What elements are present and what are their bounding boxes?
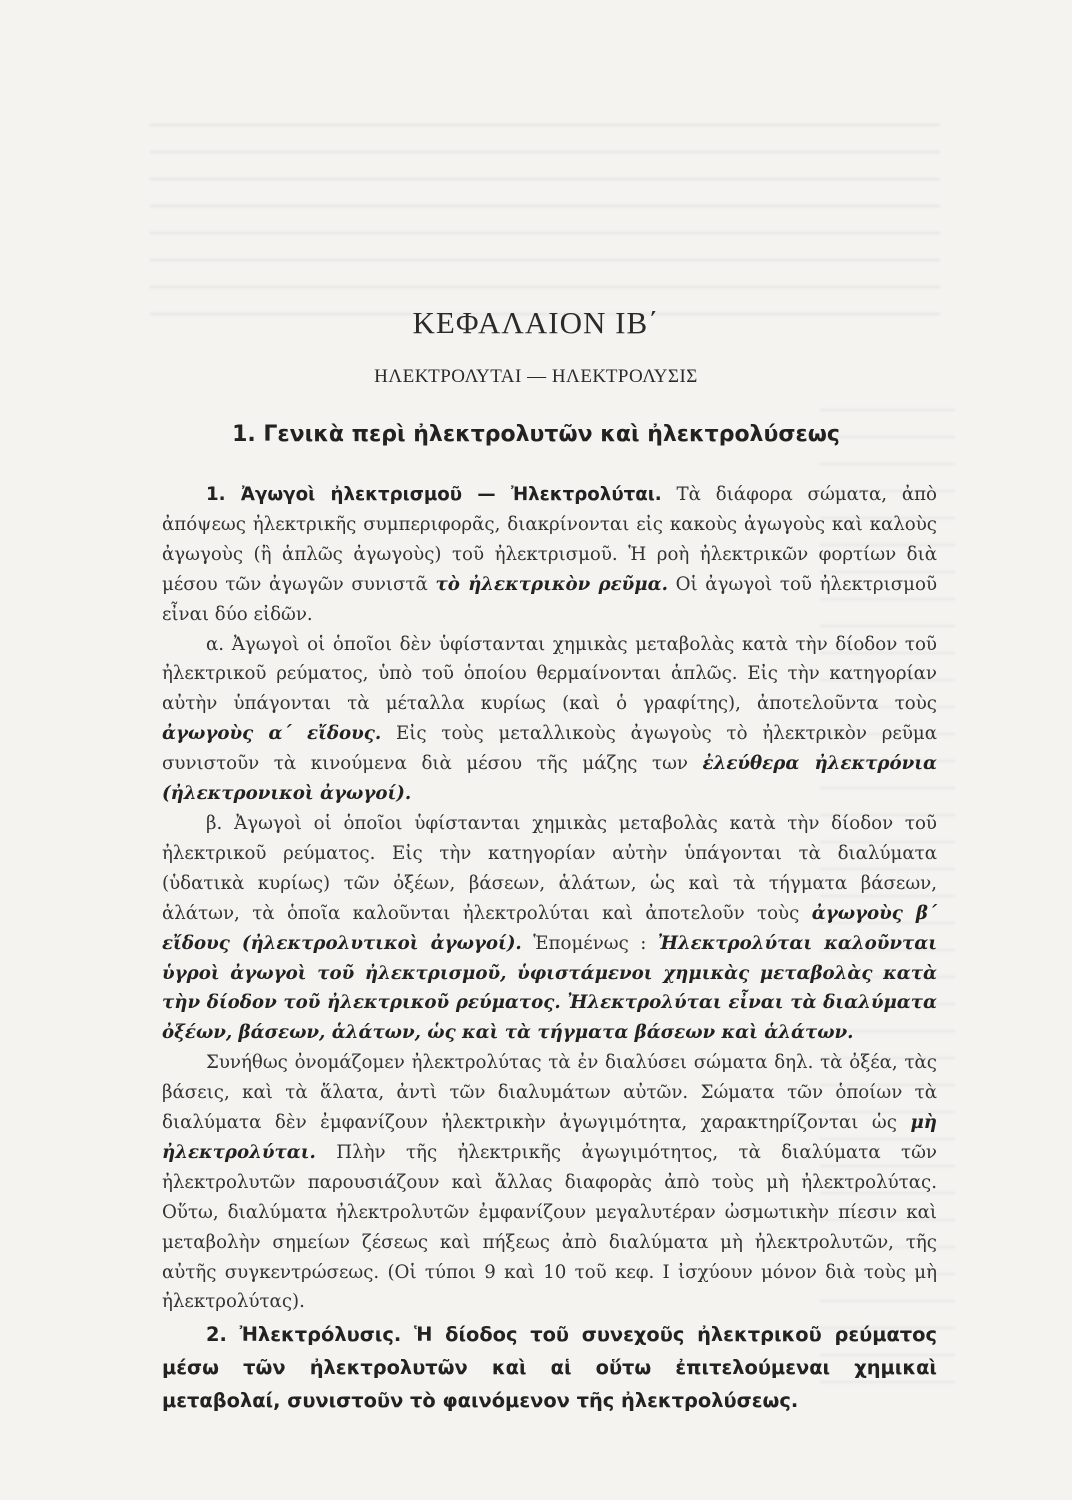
text-run: Πλὴν τῆς ἠλεκτρικῆς ἀγωγιμότητος, τὰ διαλύματα τῶν ἠλεκτρολυτῶν παρουσιάζουν καὶ ἄλλας διαφορὰς ἀπὸ τοὺς μὴ ἠλεκτρολύτας. Οὕτω, διαλύματα ἠλεκτρολυτῶν ἐμφανίζουν μεγαλυτέραν ὠσμωτικὴν πίεσιν καὶ μεταβολὴν σημείων ζέσεως καὶ πήξεως ἀπὸ διαλύματα μὴ ἠλεκτρολυτῶν, τῆς αὐτῆς συγκεντρώσεως. (Οἱ τύποι 9 καὶ 10 τοῦ κεφ. Ι ἰσχύουν μόνον διὰ τοὺς μὴ ἠλεκτρολύτας). <box>162 1141 937 1313</box>
text-run: α. Ἀγωγοὶ οἱ ὁποῖοι δὲν ὑφίστανται χημικὰς μεταβολὰς κατὰ τὴν δίοδον τοῦ ἠλεκτρικοῦ ρεύματος, ὑπὸ τοῦ ὁποίου θερμαίνονται ἁπλῶς. Εἰς τὴν κατηγορίαν αὐτὴν ὑπάγονται τὰ μέταλλα κυρίως (καὶ ὁ γραφίτης), ἀποτελοῦντα τοὺς <box>162 633 937 715</box>
text-run: Εἰς τοὺς μεταλλικοὺς ἀγωγοὺς τὸ ἠλεκτρικὸν ρεῦμα συνιστοῦν τὰ κινούμενα διὰ μέσου τῆς μάζης των <box>162 723 937 775</box>
text-run: β. Ἀγωγοὶ οἱ ὁποῖοι ὑφίστανται χημικὰς μεταβολὰς κατὰ τὴν δίοδον τοῦ ἠλεκτρικοῦ ρεύματος. Εἰς τὴν κατηγορίαν αὐτὴν ὑπάγονται τὰ διαλύματα (ὑδατικὰ κυρίως) τῶν ὀξέων, βάσεων, ἁλάτων, ὡς καὶ τὰ τήγματα βάσεων, ἁλάτων, τὰ ὁποῖα καλοῦνται ἠλεκτρολύται καὶ ἀποτελοῦν τοὺς <box>162 812 937 924</box>
body-text <box>162 480 937 1317</box>
paragraph-electrolytes <box>162 1048 937 1317</box>
paragraph-lead: 1. Ἀγωγοὶ ἠλεκτρισμοῦ — Ἠλεκτρολύται. <box>206 484 662 505</box>
paragraph-electrolysis: 2. Ἠλεκτρόλυσις. Ἡ δίοδος τοῦ συνεχοῦς ἠλεκτρικοῦ ρεύματος μέσω τῶν ἠλεκτρολυτῶν καὶ αἱ οὕτω ἐπιτελούμεναι χημικαὶ μεταβολαί, συνιστοῦν τὸ φαινόμενον τῆς ἠλεκτρολύσεως. <box>162 1323 937 1412</box>
emphasis: ἀγωγοὺς β΄ εἴδους (ἠλεκτρολυτικοὶ ἀγωγοί). <box>162 902 938 954</box>
chapter-title: ΚΕΦΑΛΑΙΟΝ ΙΒ΄ <box>412 305 660 340</box>
emphasis: ἐλεύθερα ἠλεκτρόνια (ἠλεκτρονικοὶ ἀγωγοί). <box>162 753 937 805</box>
emphasis: μὴ ἠλεκτρολύται. <box>162 1112 937 1163</box>
text-run: Οἱ ἀγωγοὶ τοῦ ἠλεκτρισμοῦ εἶναι δύο εἰδῶν. <box>162 573 937 625</box>
paragraph-alpha <box>162 630 937 809</box>
emphasis: Ἠλεκτρολύται καλοῦνται ὑγροὶ ἀγωγοὶ τοῦ ἠλεκτρισμοῦ, ὑφιστάμενοι χημικὰς μεταβολὰς κατὰ τὴν δίοδον τοῦ ἠλεκτρικοῦ ρεύματος. Ἠλεκτρολύται εἶναι τὰ διαλύματα ὀξέων, βάσεων, ἁλάτων, ὡς καὶ τὰ τήγματα βάσεων καὶ ἁλάτων. <box>162 932 937 1044</box>
paragraph-beta <box>162 809 937 1048</box>
text-run: Ἑπομένως : <box>521 932 658 954</box>
emphasis: ἀγωγοὺς α΄ εἴδους. <box>162 723 382 745</box>
emphasis: τὸ ἠλεκτρικὸν ρεῦμα. <box>435 573 668 595</box>
text-run: Τὰ διάφορα σώματα, ἀπὸ ἀπόψεως ἠλεκτρικῆς συμπεριφορᾶς, διακρίνονται εἰς κακοὺς ἀγωγοὺς καὶ καλοὺς ἀγωγοὺς (ἢ ἁπλῶς ἀγωγοὺς) τοῦ ἠλεκτρισμοῦ. Ἡ ροὴ ἠλεκτρικῶν φορτίων διὰ μέσου τῶν ἀγωγῶν συνιστᾶ <box>162 484 937 595</box>
section-heading: 1. Γενικὰ περὶ ἠλεκτρολυτῶν καὶ ἠλεκτρολύσεως <box>232 422 840 447</box>
chapter-subtitle: ΗΛΕΚΤΡΟΛΥΤΑΙ — ΗΛΕΚΤΡΟΛΥΣΙΣ <box>374 366 698 387</box>
text-run: Συνήθως ὀνομάζομεν ἠλεκτρολύτας τὰ ἐν διαλύσει σώματα δηλ. τὰ ὀξέα, τὰς βάσεις, καὶ τὰ ἅλατα, ἀντὶ τῶν διαλυμάτων αὐτῶν. Σώματα τῶν ὁποίων τὰ διαλύματα δὲν ἐμφανίζουν ἠλεκτρικὴν ἀγωγιμότητα, χαρακτηρίζονται ὡς <box>162 1052 937 1134</box>
paragraph-conductors <box>162 480 937 630</box>
